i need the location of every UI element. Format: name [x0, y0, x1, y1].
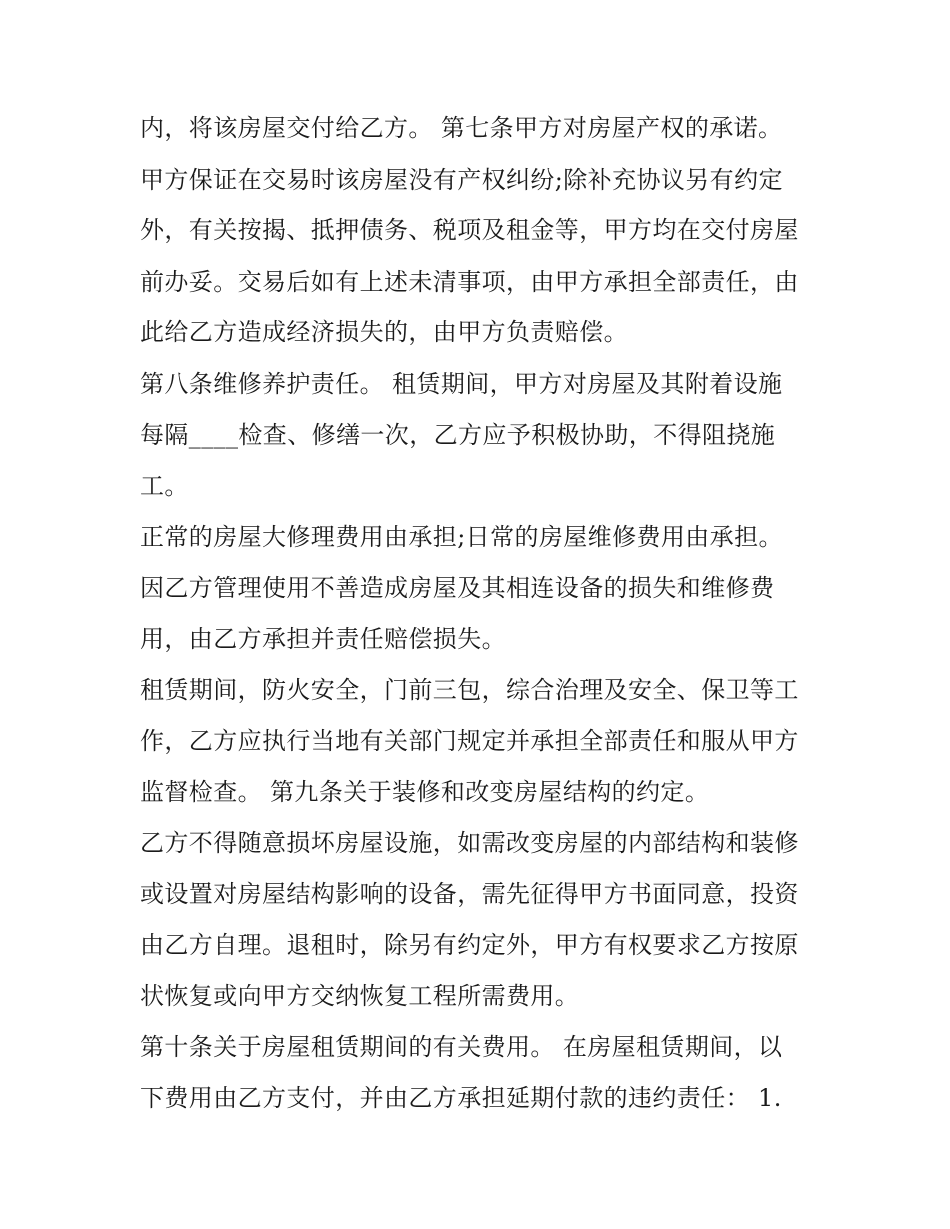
text-line: 第八条维修养护责任。 租赁期间，甲方对房屋及其附着设施 [140, 370, 783, 398]
text-line: 内，将该房屋交付给乙方。 第七条甲方对房屋产权的承诺。 [140, 114, 783, 142]
text-line: 状恢复或向甲方交纳恢复工程所需费用。 [140, 982, 580, 1010]
text-line: 前办妥。交易后如有上述未清事项，由甲方承担全部责任，由 [140, 268, 799, 296]
text-line: 或设置对房屋结构影响的设备，需先征得甲方书面同意，投资 [140, 880, 799, 908]
text-line: 正常的房屋大修理费用由承担;日常的房屋维修费用由承担。 [140, 523, 783, 551]
text-line: 租赁期间，防火安全，门前三包，综合治理及安全、保卫等工 [140, 676, 799, 704]
text-line: 第十条关于房屋租赁期间的有关费用。 在房屋租赁期间，以 [140, 1033, 783, 1061]
text-line: 因乙方管理使用不善造成房屋及其相连设备的损失和维修费 [140, 574, 775, 602]
text-line: 每隔____检查、修缮一次，乙方应予积极协助，不得阻挠施 [140, 421, 776, 449]
text-line: 乙方不得随意损坏房屋设施，如需改变房屋的内部结构和装修 [140, 829, 799, 857]
text-line: 工。 [140, 472, 189, 500]
text-line: 监督检查。 第九条关于装修和改变房屋结构的约定。 [140, 778, 710, 806]
text-line: 外，有关按揭、抵押债务、税项及租金等，甲方均在交付房屋 [140, 216, 799, 244]
text-line: 此给乙方造成经济损失的，由甲方负责赔偿。 [140, 318, 628, 346]
text-line: 由乙方自理。退租时，除另有约定外，甲方有权要求乙方按原 [140, 931, 799, 959]
text-line: 甲方保证在交易时该房屋没有产权纠纷;除补充协议另有约定 [140, 166, 783, 194]
text-line: 用，由乙方承担并责任赔偿损失。 [140, 625, 506, 653]
text-line: 下费用由乙方支付，并由乙方承担延期付款的违约责任： 1. [140, 1084, 782, 1112]
text-line: 作，乙方应执行当地有关部门规定并承担全部责任和服从甲方 [140, 727, 799, 755]
